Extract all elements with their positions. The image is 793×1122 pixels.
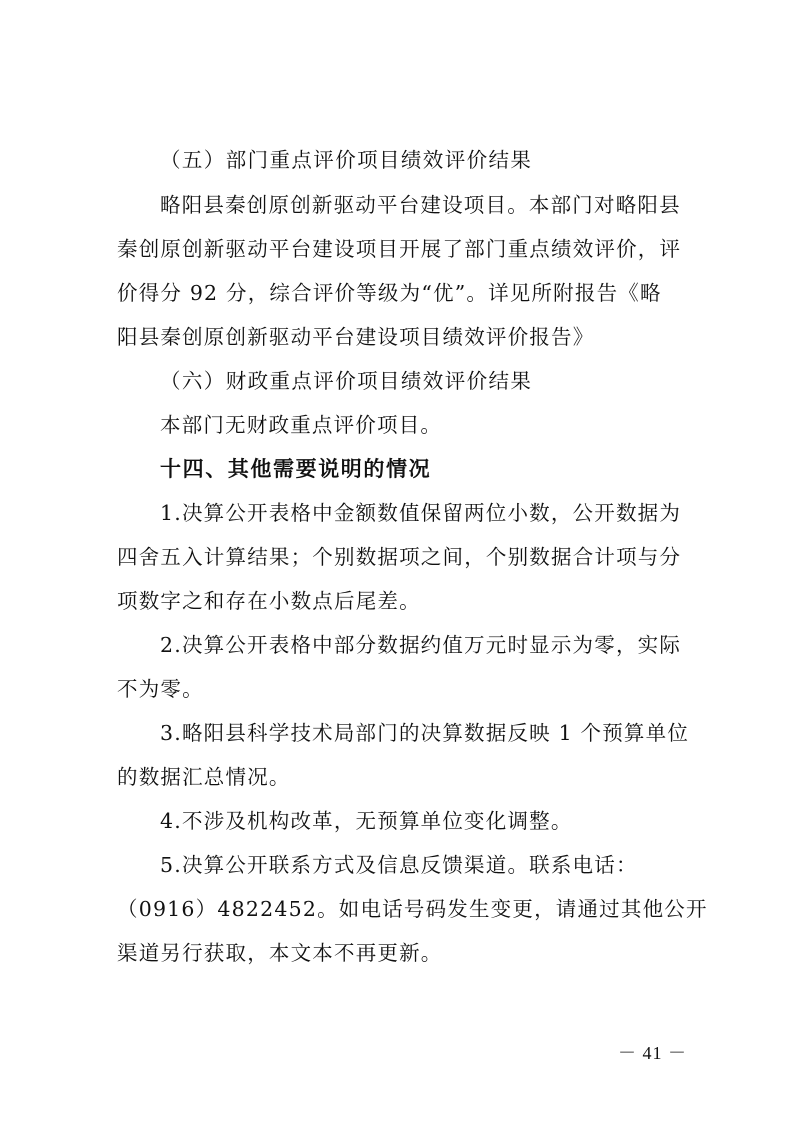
- section-5-line-2: 秦创原创新驱动平台建设项目开展了部门重点绩效评价，评: [117, 237, 682, 261]
- item-2-line-1: 2.决算公开表格中部分数据约值万元时显示为零，实际: [160, 633, 682, 657]
- item-3-line-2: 的数据汇总情况。: [117, 765, 291, 789]
- page-number: － 41 －: [618, 1043, 687, 1063]
- item-4-line-1: 4.不涉及机构改革，无预算单位变化调整。: [160, 809, 573, 833]
- item-2-line-2: 不为零。: [117, 677, 204, 701]
- item-1-line-2: 四舍五入计算结果；个别数据项之间，个别数据合计项与分: [117, 545, 682, 569]
- item-5-line-1: 5.决算公开联系方式及信息反馈渠道。联系电话：: [160, 853, 638, 877]
- section-6-heading: （六）财政重点评价项目绩效评价结果: [160, 369, 533, 393]
- item-1-line-3: 项数字之和存在小数点后尾差。: [117, 589, 421, 613]
- section-14-heading: 十四、其他需要说明的情况: [160, 457, 432, 481]
- section-5-line-1: 略阳县秦创原创新驱动平台建设项目。本部门对略阳县: [160, 193, 681, 217]
- section-5-line-3: 价得分 92 分，综合评价等级为“优”。详见所附报告《略: [117, 281, 662, 305]
- item-1-line-1: 1.决算公开表格中金额数值保留两位小数，公开数据为: [160, 501, 682, 525]
- item-5-line-3: 渠道另行获取，本文本不再更新。: [117, 941, 443, 965]
- item-5-line-2: （0916）4822452。如电话号码发生变更，请通过其他公开: [117, 897, 708, 921]
- section-5-line-4: 阳县秦创原创新驱动平台建设项目绩效评价报告》: [117, 325, 595, 349]
- section-6-line: 本部门无财政重点评价项目。: [160, 413, 443, 437]
- section-5-heading: （五）部门重点评价项目绩效评价结果: [160, 148, 533, 172]
- item-3-line-1: 3.略阳县科学技术局部门的决算数据反映 1 个预算单位: [160, 721, 690, 745]
